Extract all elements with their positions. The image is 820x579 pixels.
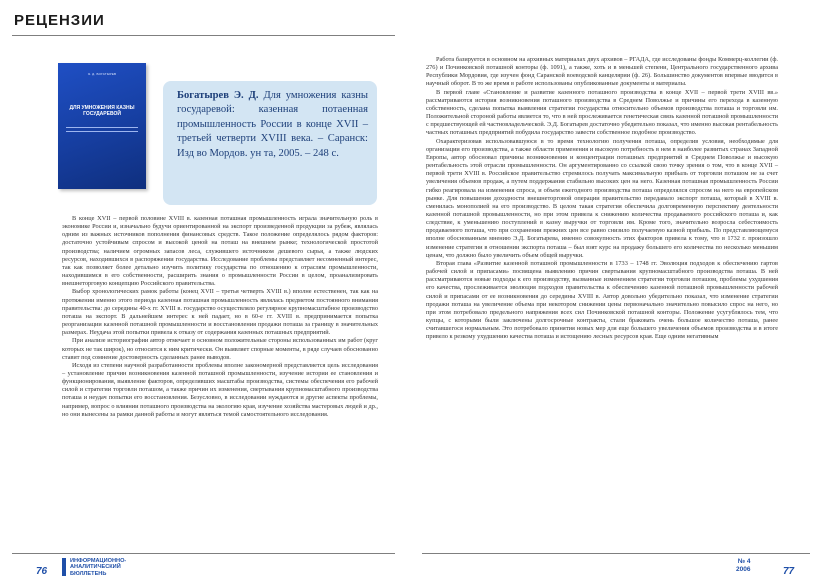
issue-info [736, 558, 750, 573]
journal-logo-bar [62, 558, 66, 576]
issue-number: № 4 [737, 558, 751, 565]
footer-rule-right [422, 553, 810, 554]
page-number-left: 76 [36, 566, 48, 577]
footer-rule-left [12, 553, 395, 554]
page-number-right: 77 [783, 566, 795, 577]
body-paragraph: Вторая глава «Развитие казенной поташной промышленности в 1733 – 1748 гг. Эволюция подходов к обеспечению гартов рабочей силой и припасами» посвящена выявлению причин свертывания крупномасштабного производства поташа. В ней рассматриваются новые подходы к его производству, вызванные изменением стратегии торговли поташом, проблемы ухудшения его качества, прослеживается эволюция подходов правительства к обеспечению казенной поташной промышленности рабочей силой и припасами от ее возникновения до середины XVIII в. Автор довольно убедительно показал, что изменение стратегии продажи поташа на увеличение объема при некотором снижении цены первоначально значительно повысило спрос на него, но при этом потребовало предельного напряжения всех сил Починковской поташной конторы. Положение усугублялось тем, что купцы, с которыми были заключены долгосрочные контракты, стали браковать очень большое количество поташа, ранее считавшегося нормальным. Это потребовало принятия новых мер для еще большего увеличения объемов производства и в итоге привело к резкому ухудшению качества поташа и истощению лесных ресурсов края. Еще одним негативным [426, 259, 778, 341]
issue-year: 2006 [736, 565, 751, 573]
journal-name-line: АНАЛИТИЧЕСКИЙ [70, 564, 121, 571]
body-paragraph: Работа базируется в основном на архивных материалах двух архивов – РГАДА, где исследованы фонды Коммерц-коллегии (ф. 276) и Починковской поташной конторы (ф. 1091), а также, хоть и в меньшей степени, Центрального государственного архива Республики Мордовия, где изучен фонд Саранской воеводской канцелярии (ф. 26). Большинство документов впервые вводится в научный оборот. В то же время в работе использованы опубликованные документы и материалы. [426, 56, 778, 88]
journal-name [70, 558, 126, 577]
body-paragraph: При анализе историографии автор отмечает в основном положительные стороны использованных им работ (круг которых не так широк), но относится к ним критически. Он выявляет спорные моменты, в ряде случаев обоснованно ставит под сомнение достоверность сделанных ранее выводов. [62, 337, 378, 361]
header-rule [12, 35, 395, 36]
book-cover-line [66, 127, 138, 128]
book-cover-author: Э. Д. БОГАТЫРЕВ [87, 72, 117, 76]
book-cover-image [58, 63, 146, 189]
body-paragraph: В первой главе «Становление и развитие казенного поташного производства в конце XVII – первой трети XVIII вв.» рассматриваются история возникновения поташного производства в Среднем Поволжье и причины его перехода в казенную собственность, сделана попытка выявления стратегии государства относительно объемов производства поташа и торговли им. Положительной стороной работы является то, что в ней прослеживается генетическая связь казенной поташной промышленности с предшествующей ей частновладельческой. Э.Д. Богатырев достаточно убедительно показал, что именно высокая рентабельность частных поташных предприятий побудила государство завести собственное подобное производство. [426, 88, 778, 137]
journal-name-line: ИНФОРМАЦИОННО- [70, 558, 127, 564]
citation-text: Для умножения казны государевой: казенная потаенная промышленность России в конце XVII – третьей четверти XVIII века. – Саранск: Изд во Мордов. ун та, 2005. – 248 с. [177, 90, 368, 159]
body-paragraph: В конце XVII – первой половине XVIII в. казенная поташная промышленность играла значительную роль в экономике России и, изначально будучи ориентированной на экспорт произведенной продукции за рубеж, являлась одним из важных источников пополнения финансовых средств. Такое положение определялось рядом факторов: достаточно устойчивым спросом и высокой ценой на поташ на внешнем рынке; технологической простотой производства; наличием огромных запасов леса, служившего источником дешевого сырья, а также людских ресурсов, находившихся в распоряжении государства. Исследование проблемы представляет несомненный интерес, так как позволяет более детально изучить политику государства по отношению к отраслям промышленности, находившимся в его собственности, расширить знания о промышленности России в целом, проанализировать внешнеторговую концепцию Российского правительства. [62, 215, 378, 288]
body-paragraph: Охарактеризовав использовавшуюся в то время технологию получения поташа, определив условия, необходимые для организации его производства, а также области применения и высокую потребность в нем в наиболее развитых странах Западной Европы, автор обосновал причины возникновения и концентрации поташных предприятий в Среднем Поволжье и высокую рентабельность этой отрасли промышленности. Он аргументированно со ссылкой свою точку зрения о том, что в конце XVII – первой трети XVIII в. Российское правительство стремилось получать максимальную прибыль от торговли поташом не за счет увеличения объемов продаж, а путем поддержания стабильно высоких цен на него. Казенная поташная промышленность России гибко реагировала на изменения спроса, и объем ежегодного производства поташа определялся спросом на него на европейском рынке. Для повышения доходности внешнеторговой операции правительство передавало экспорт поташа, который в XVIII в. сменилась монополией на его производство. В целом такая стратегия обеспечила долговременную перспективу деятельности казенной поташной промышленности, но при этом привела к снижению количества продаваемого российского поташа и, как следствие, к уменьшению поступлений в казну выручки от торговли им. Кроме того, значительно возросла себестоимость продаваемого поташа, что при сохранении прежних цен все равно снизило получаемую казной прибыль. По представляющемуся вполне обоснованным мнению Э.Д. Богатырева, именно совокупность этих факторов привела к тому, что в 1732 г. произошло изменение стратегии в отношении экспорта поташа – был взят курс на продажу большего его количества по несколько меньшим ценам, что должно было увеличить объем общей выручки. [426, 137, 778, 259]
left-page-body [62, 215, 378, 530]
body-paragraph: Исходя из степени научной разработанности проблемы вполне закономерной представляется цель исследования – установление причин возникновения казенной поташной промышленности, изучение истории ее становления и функционирования, выявление факторов, определявших масштабы производства, системы обеспечения его рабочей силой и стратегии торговли поташом, а также причин их изменения, свертывания крупномасштабного производства поташа и неудач попытки его восстановления. Безусловно, в исследовании нуждаются и другие аспекты проблемы, например, вопрос о влиянии поташного производства на экологию края, изучение хозяйства мастеровых людей и др., но они вынесены за рамки данной работы и могут являться темой самостоятельного исследования. [62, 361, 378, 418]
journal-name-line: БЮЛЛЕТЕНЬ [70, 570, 107, 577]
book-cover-line [66, 131, 138, 132]
citation-card [163, 81, 377, 205]
book-cover-title: ДЛЯ УМНОЖЕНИЯ КАЗНЫ ГОСУДАРЕВОЙ [69, 105, 135, 117]
body-paragraph: Выбор хронологических рамок работы (конец XVII – третья четверть XVIII в.) вполне естественен, так как на протяжении именно этого периода казенная поташная промышленность являлась предметом постоянного внимания правительства: до середины 40-х гг. XVIII в. государство осуществляло регулярное крупномасштабное производство поташа на экспорт. В дальнейшем интерес к ней падает, но в 60-е гг. XVIII в. предпринимается попытка реорганизации казенной поташной промышленности и восстановления продажи поташа за границу в значительных размерах. Неудача этой попытки привела к отказу от содержания казенных поташных предприятий. [62, 288, 378, 337]
right-page-body [426, 56, 778, 526]
section-title: РЕЦЕНЗИИ [14, 12, 105, 29]
citation-author: Богатырев Э. Д. [177, 90, 259, 101]
